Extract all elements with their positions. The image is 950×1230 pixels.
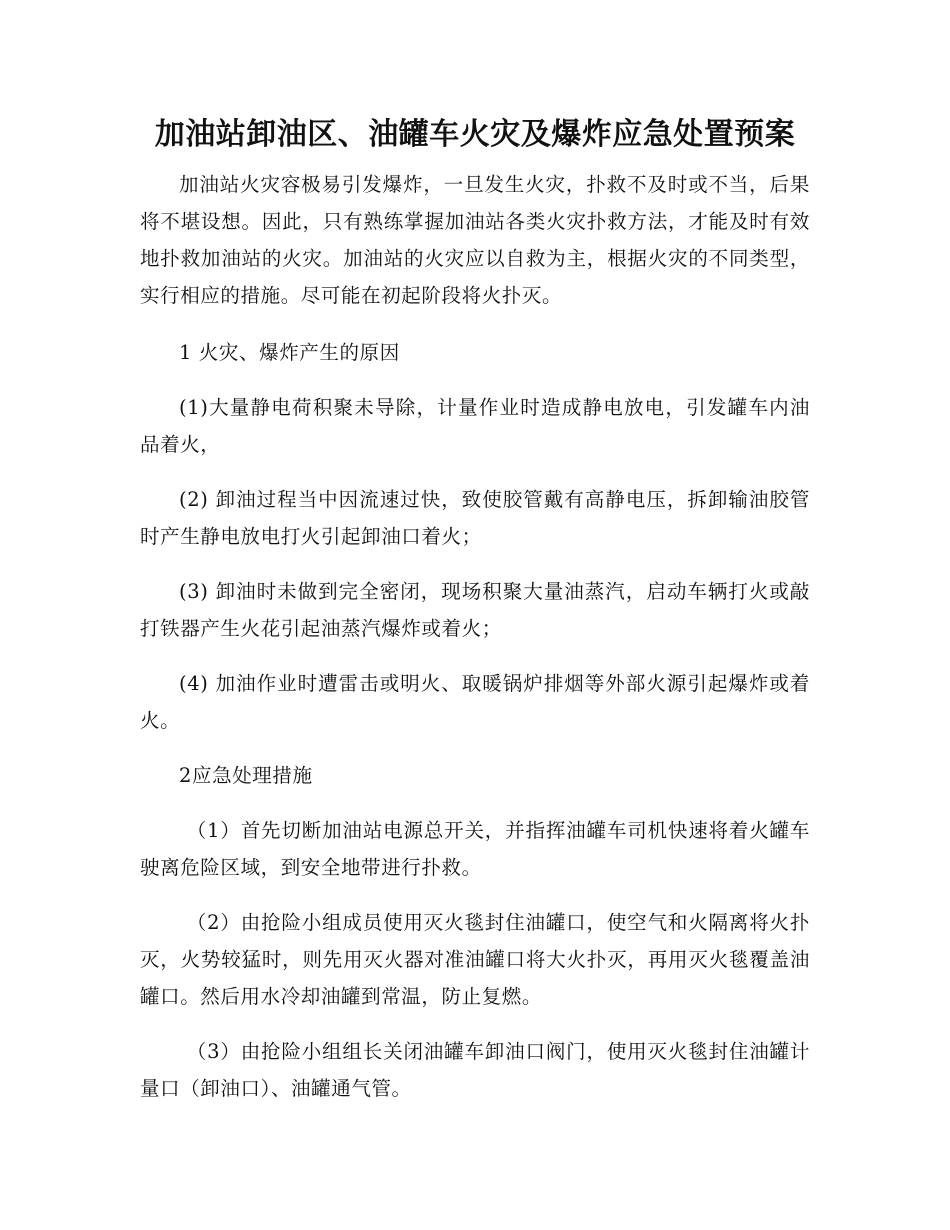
cause-item-3: (3) 卸油时未做到完全密闭，现场积聚大量油蒸汽，启动车辆打火或敲打铁器产生火花引起油蒸汽爆炸或着火；: [140, 580, 810, 640]
measure-item-2: （2）由抢险小组成员使用灭火毯封住油罐口，使空气和火隔离将火扑灭，火势较猛时，则先用灭火器对准油罐口将大火扑灭，再用灭火毯覆盖油罐口。然后用水冷却油罐到常温，防止复燃。: [140, 911, 810, 1008]
document-title: 加油站卸油区、油罐车火灾及爆炸应急处置预案: [154, 117, 796, 152]
measure-item-3: （3）由抢险小组组长关闭油罐车卸油口阀门，使用灭火毯封住油罐计量口（卸油口）、油罐通气管。: [140, 1040, 810, 1100]
section-heading-measures: 2应急处理措施: [179, 764, 313, 787]
cause-item-1: (1)大量静电荷积聚未导除，计量作业时造成静电放电，引发罐车内油品着火，: [140, 396, 810, 456]
section-heading-causes: 1 火灾、爆炸产生的原因: [179, 341, 400, 364]
intro-paragraph: 加油站火灾容极易引发爆炸，一旦发生火灾，扑救不及时或不当，后果将不堪设想。因此，只有熟练掌握加油站各类火灾扑救方法，才能及时有效地扑救加油站的火灾。加油站的火灾应以自救为主，根据火灾的不同类型，实行相应的措施。尽可能在初起阶段将火扑灭。: [140, 173, 810, 307]
measure-item-1: （1）首先切断加油站电源总开关，并指挥油罐车司机快速将着火罐车驶离危险区域，到安全地带进行扑救。: [140, 819, 810, 879]
cause-item-4: (4) 加油作业时遭雷击或明火、取暖锅炉排烟等外部火源引起爆炸或着火。: [140, 672, 810, 732]
cause-item-2: (2) 卸油过程当中因流速过快，致使胶管戴有高静电压，拆卸输油胶管时产生静电放电打火引起卸油口着火；: [140, 488, 810, 548]
